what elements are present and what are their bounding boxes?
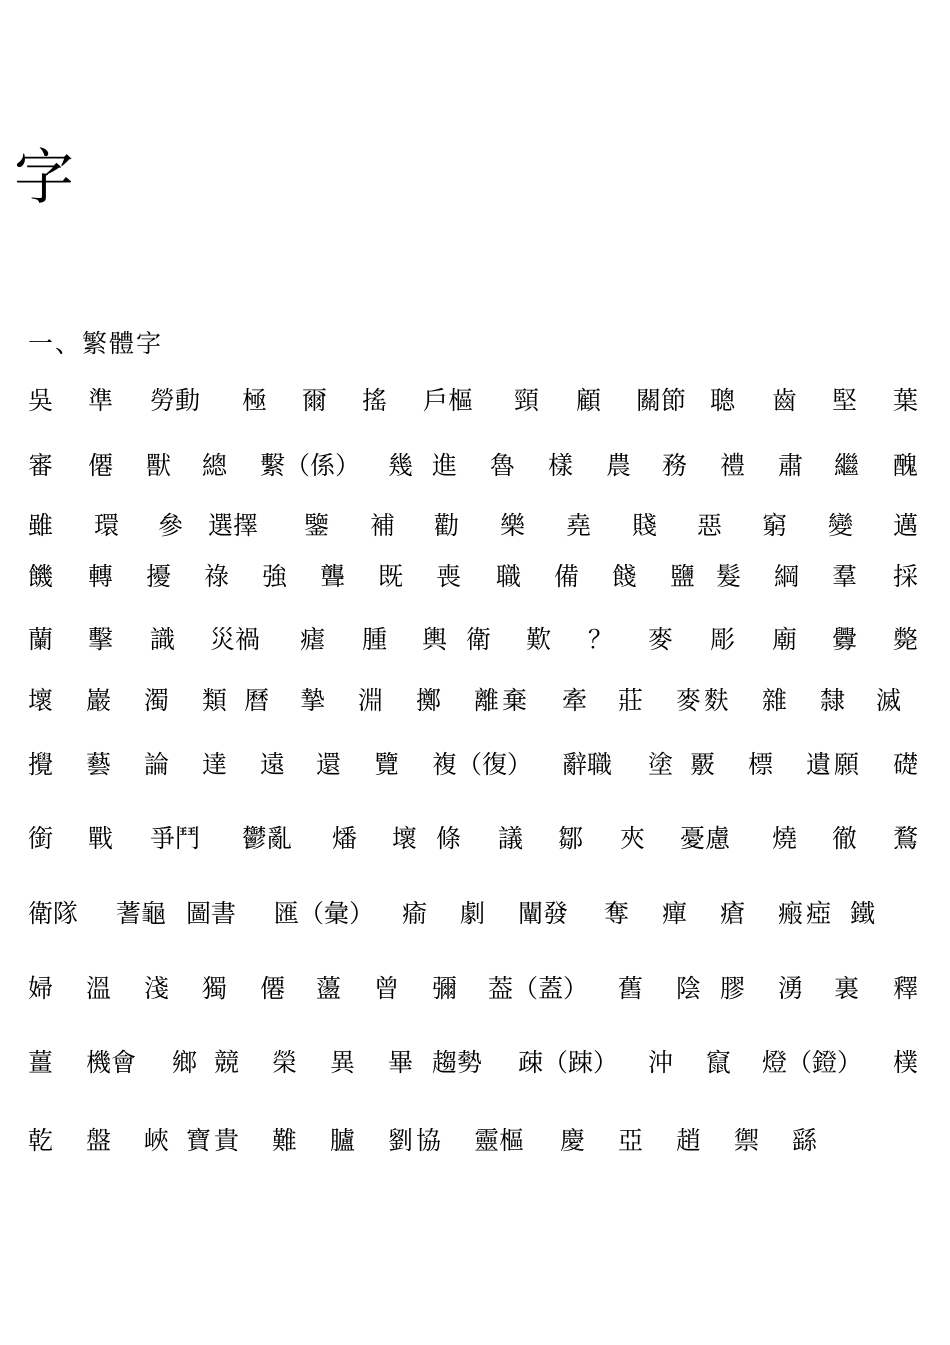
char-entry: 鑒	[304, 511, 330, 540]
char-entry: 強	[262, 562, 288, 591]
char-entry: 離	[474, 686, 500, 715]
char-entry: ？	[588, 625, 614, 654]
char-entry: 繼	[834, 451, 860, 480]
char-row	[0, 506, 950, 546]
char-entry: 隸	[820, 686, 846, 715]
char-entry: 廟	[772, 625, 798, 654]
char-entry: 樸	[893, 1048, 919, 1077]
char-entry: 沖	[648, 1048, 674, 1077]
char-entry: 祿	[204, 562, 230, 591]
char-entry: 堅	[832, 386, 858, 415]
char-entry: 藝	[86, 750, 112, 779]
char-entry: 圖書	[186, 899, 237, 928]
char-entry: 環	[94, 511, 120, 540]
section-heading: 一、繁體字	[28, 329, 164, 358]
char-entry: 婦	[28, 974, 54, 1003]
char-entry: 鶩	[893, 824, 919, 853]
char-entry: 麥	[648, 625, 674, 654]
char-entry: 輿	[422, 625, 448, 654]
char-entry: 轉	[88, 562, 114, 591]
char-row	[0, 681, 950, 721]
char-entry: 衛隊	[28, 899, 79, 928]
char-entry: 銜	[28, 824, 54, 853]
char-row	[0, 620, 950, 660]
char-entry: 勸	[434, 511, 460, 540]
char-entry: 鬱亂	[242, 824, 293, 853]
char-entry: 劉	[388, 1126, 414, 1155]
char-entry: 樣	[548, 451, 574, 480]
char-entry: 峽	[144, 1126, 170, 1155]
char-entry: 願	[834, 750, 860, 779]
char-entry: 聰	[710, 386, 736, 415]
char-entry: 彫	[710, 625, 736, 654]
char-entry: 辭職	[562, 750, 613, 779]
char-entry: 備	[554, 562, 580, 591]
char-entry: 膠	[720, 974, 746, 1003]
char-entry: 湧	[778, 974, 804, 1003]
char-entry: 瘂	[806, 899, 832, 928]
char-entry: 淺	[144, 974, 170, 1003]
char-entry: 極	[242, 386, 268, 415]
char-entry: 奪	[604, 899, 630, 928]
char-entry: 瘡	[720, 899, 746, 928]
char-entry: 竄	[706, 1048, 732, 1077]
char-entry: 蘯	[316, 974, 342, 1003]
char-entry: 礎	[893, 750, 919, 779]
char-entry: 窮	[762, 511, 788, 540]
char-entry: 農	[606, 451, 632, 480]
char-entry: 異	[330, 1048, 356, 1077]
char-entry: 蓍龜	[116, 899, 167, 928]
char-entry: 勞動	[150, 386, 201, 415]
char-entry: 標	[748, 750, 774, 779]
char-entry: 魯	[490, 451, 516, 480]
char-entry: 繇	[792, 1126, 818, 1155]
char-entry: 僊	[260, 974, 286, 1003]
char-entry: 補	[370, 511, 396, 540]
char-entry: 總	[202, 451, 228, 480]
char-entry: 衛	[466, 625, 492, 654]
char-entry: 燈（鐙）	[762, 1048, 863, 1077]
char-entry: 綱	[774, 562, 800, 591]
char-entry: 麩	[704, 686, 730, 715]
char-entry: 畢	[388, 1048, 414, 1077]
char-entry: 齒	[772, 386, 798, 415]
char-entry: 寶	[186, 1126, 212, 1155]
char-entry: 瘧	[300, 625, 326, 654]
char-entry: 貴	[214, 1126, 240, 1155]
char-entry: 類	[202, 686, 228, 715]
char-entry: 攪	[28, 750, 54, 779]
char-row	[0, 745, 950, 785]
char-entry: 鐵	[850, 899, 876, 928]
char-entry: 頸	[514, 386, 540, 415]
char-entry: 疎（踈）	[518, 1048, 619, 1077]
char-entry: 靈樞	[474, 1126, 525, 1155]
char-entry: 禮	[720, 451, 746, 480]
char-entry: 曾	[374, 974, 400, 1003]
char-entry: 餞	[612, 562, 638, 591]
char-entry: 擾	[146, 562, 172, 591]
char-entry: 繫（係）	[260, 451, 361, 480]
char-entry: 聾	[320, 562, 346, 591]
char-entry: 牽	[562, 686, 588, 715]
char-entry: 彌	[432, 974, 458, 1003]
char-entry: 災禍	[210, 625, 261, 654]
char-entry: 棄	[502, 686, 528, 715]
char-entry: 遠	[260, 750, 286, 779]
char-entry: 遺	[806, 750, 832, 779]
char-entry: 憂慮	[680, 824, 731, 853]
char-row	[0, 819, 950, 859]
char-entry: 喪	[436, 562, 462, 591]
char-entry: 選擇	[208, 511, 259, 540]
char-entry: 雜	[762, 686, 788, 715]
char-entry: 覽	[374, 750, 400, 779]
char-entry: 歎	[526, 625, 552, 654]
char-entry: 僊	[88, 451, 114, 480]
char-entry: 爭鬥	[150, 824, 201, 853]
char-entry: 協	[416, 1126, 442, 1155]
char-entry: 識	[150, 625, 176, 654]
char-row	[0, 381, 950, 421]
char-entry: 釁	[832, 625, 858, 654]
char-entry: 瘉	[402, 899, 428, 928]
char-entry: 莊	[618, 686, 644, 715]
char-row	[0, 894, 950, 934]
char-entry: 夾	[620, 824, 646, 853]
char-entry: 塗	[648, 750, 674, 779]
char-entry: 擊	[88, 625, 114, 654]
char-entry: 變	[828, 511, 854, 540]
char-entry: 條	[436, 824, 462, 853]
char-entry: 趙	[676, 1126, 702, 1155]
char-entry: 薑	[28, 1048, 54, 1077]
char-row	[0, 1043, 950, 1083]
char-entry: 髮	[716, 562, 742, 591]
char-entry: 葢（蓋）	[488, 974, 589, 1003]
char-entry: 摯	[300, 686, 326, 715]
char-entry: 滅	[876, 686, 902, 715]
char-entry: 肅	[778, 451, 804, 480]
char-entry: 爾	[302, 386, 328, 415]
char-entry: 巖	[86, 686, 112, 715]
char-entry: 進	[432, 451, 458, 480]
char-entry: 蘭	[28, 625, 54, 654]
char-entry: 競	[214, 1048, 240, 1077]
char-entry: 闡發	[518, 899, 569, 928]
char-entry: 採	[893, 562, 919, 591]
char-entry: 難	[272, 1126, 298, 1155]
char-entry: 戰	[88, 824, 114, 853]
char-entry: 議	[498, 824, 524, 853]
page-title: 字	[14, 143, 74, 213]
char-entry: 腫	[362, 625, 388, 654]
char-entry: 戶樞	[423, 386, 474, 415]
char-entry: 準	[88, 386, 114, 415]
char-entry: 瘢	[778, 899, 804, 928]
char-entry: 鹽	[670, 562, 696, 591]
char-entry: 顧	[576, 386, 602, 415]
char-entry: 淵	[358, 686, 384, 715]
char-entry: 曆	[244, 686, 270, 715]
char-entry: 燒	[772, 824, 798, 853]
char-entry: 鄉	[172, 1048, 198, 1077]
char-entry: 徹	[832, 824, 858, 853]
char-entry: 臚	[330, 1126, 356, 1155]
char-entry: 論	[144, 750, 170, 779]
char-entry: 陰	[676, 974, 702, 1003]
char-entry: 擲	[416, 686, 442, 715]
char-entry: 匯（彙）	[274, 899, 375, 928]
char-entry: 饑	[28, 562, 54, 591]
char-entry: 邁	[893, 511, 919, 540]
char-entry: 複（復）	[432, 750, 533, 779]
char-entry: 惡	[697, 511, 723, 540]
char-entry: 審	[28, 451, 54, 480]
char-entry: 慶	[560, 1126, 586, 1155]
char-entry: 溫	[86, 974, 112, 1003]
char-entry: 葉	[893, 386, 919, 415]
char-entry: 樂	[500, 511, 526, 540]
char-entry: 覈	[690, 750, 716, 779]
char-row	[0, 1121, 950, 1161]
char-entry: 既	[378, 562, 404, 591]
char-row	[0, 969, 950, 1009]
char-entry: 盤	[86, 1126, 112, 1155]
char-entry: 趨勢	[432, 1048, 483, 1077]
char-entry: 劇	[460, 899, 486, 928]
char-entry: 麥	[676, 686, 702, 715]
char-entry: 務	[662, 451, 688, 480]
char-entry: 機會	[86, 1048, 137, 1077]
char-entry: 獸	[146, 451, 172, 480]
char-entry: 釋	[893, 974, 919, 1003]
char-entry: 榮	[272, 1048, 298, 1077]
char-entry: 堯	[566, 511, 592, 540]
char-entry: 壞	[392, 824, 418, 853]
char-entry: 斃	[893, 625, 919, 654]
char-entry: 禦	[734, 1126, 760, 1155]
char-entry: 搖	[362, 386, 388, 415]
char-entry: 舊	[618, 974, 644, 1003]
char-entry: 還	[316, 750, 342, 779]
char-entry: 壞	[28, 686, 54, 715]
char-entry: 燔	[332, 824, 358, 853]
char-entry: 關節	[636, 386, 687, 415]
char-entry: 達	[202, 750, 228, 779]
char-entry: 濁	[144, 686, 170, 715]
char-entry: 幾	[388, 451, 414, 480]
char-entry: 吳	[28, 386, 54, 415]
char-entry: 獨	[202, 974, 228, 1003]
char-entry: 乾	[28, 1126, 54, 1155]
char-entry: 鄒	[558, 824, 584, 853]
char-entry: 癉	[662, 899, 688, 928]
char-entry: 羣	[832, 562, 858, 591]
char-entry: 參	[158, 511, 184, 540]
char-entry: 醜	[893, 451, 919, 480]
char-entry: 賤	[632, 511, 658, 540]
char-row	[0, 557, 950, 597]
char-entry: 亞	[618, 1126, 644, 1155]
char-row	[0, 446, 950, 486]
char-entry: 雖	[28, 511, 54, 540]
char-entry: 職	[496, 562, 522, 591]
char-entry: 裏	[834, 974, 860, 1003]
